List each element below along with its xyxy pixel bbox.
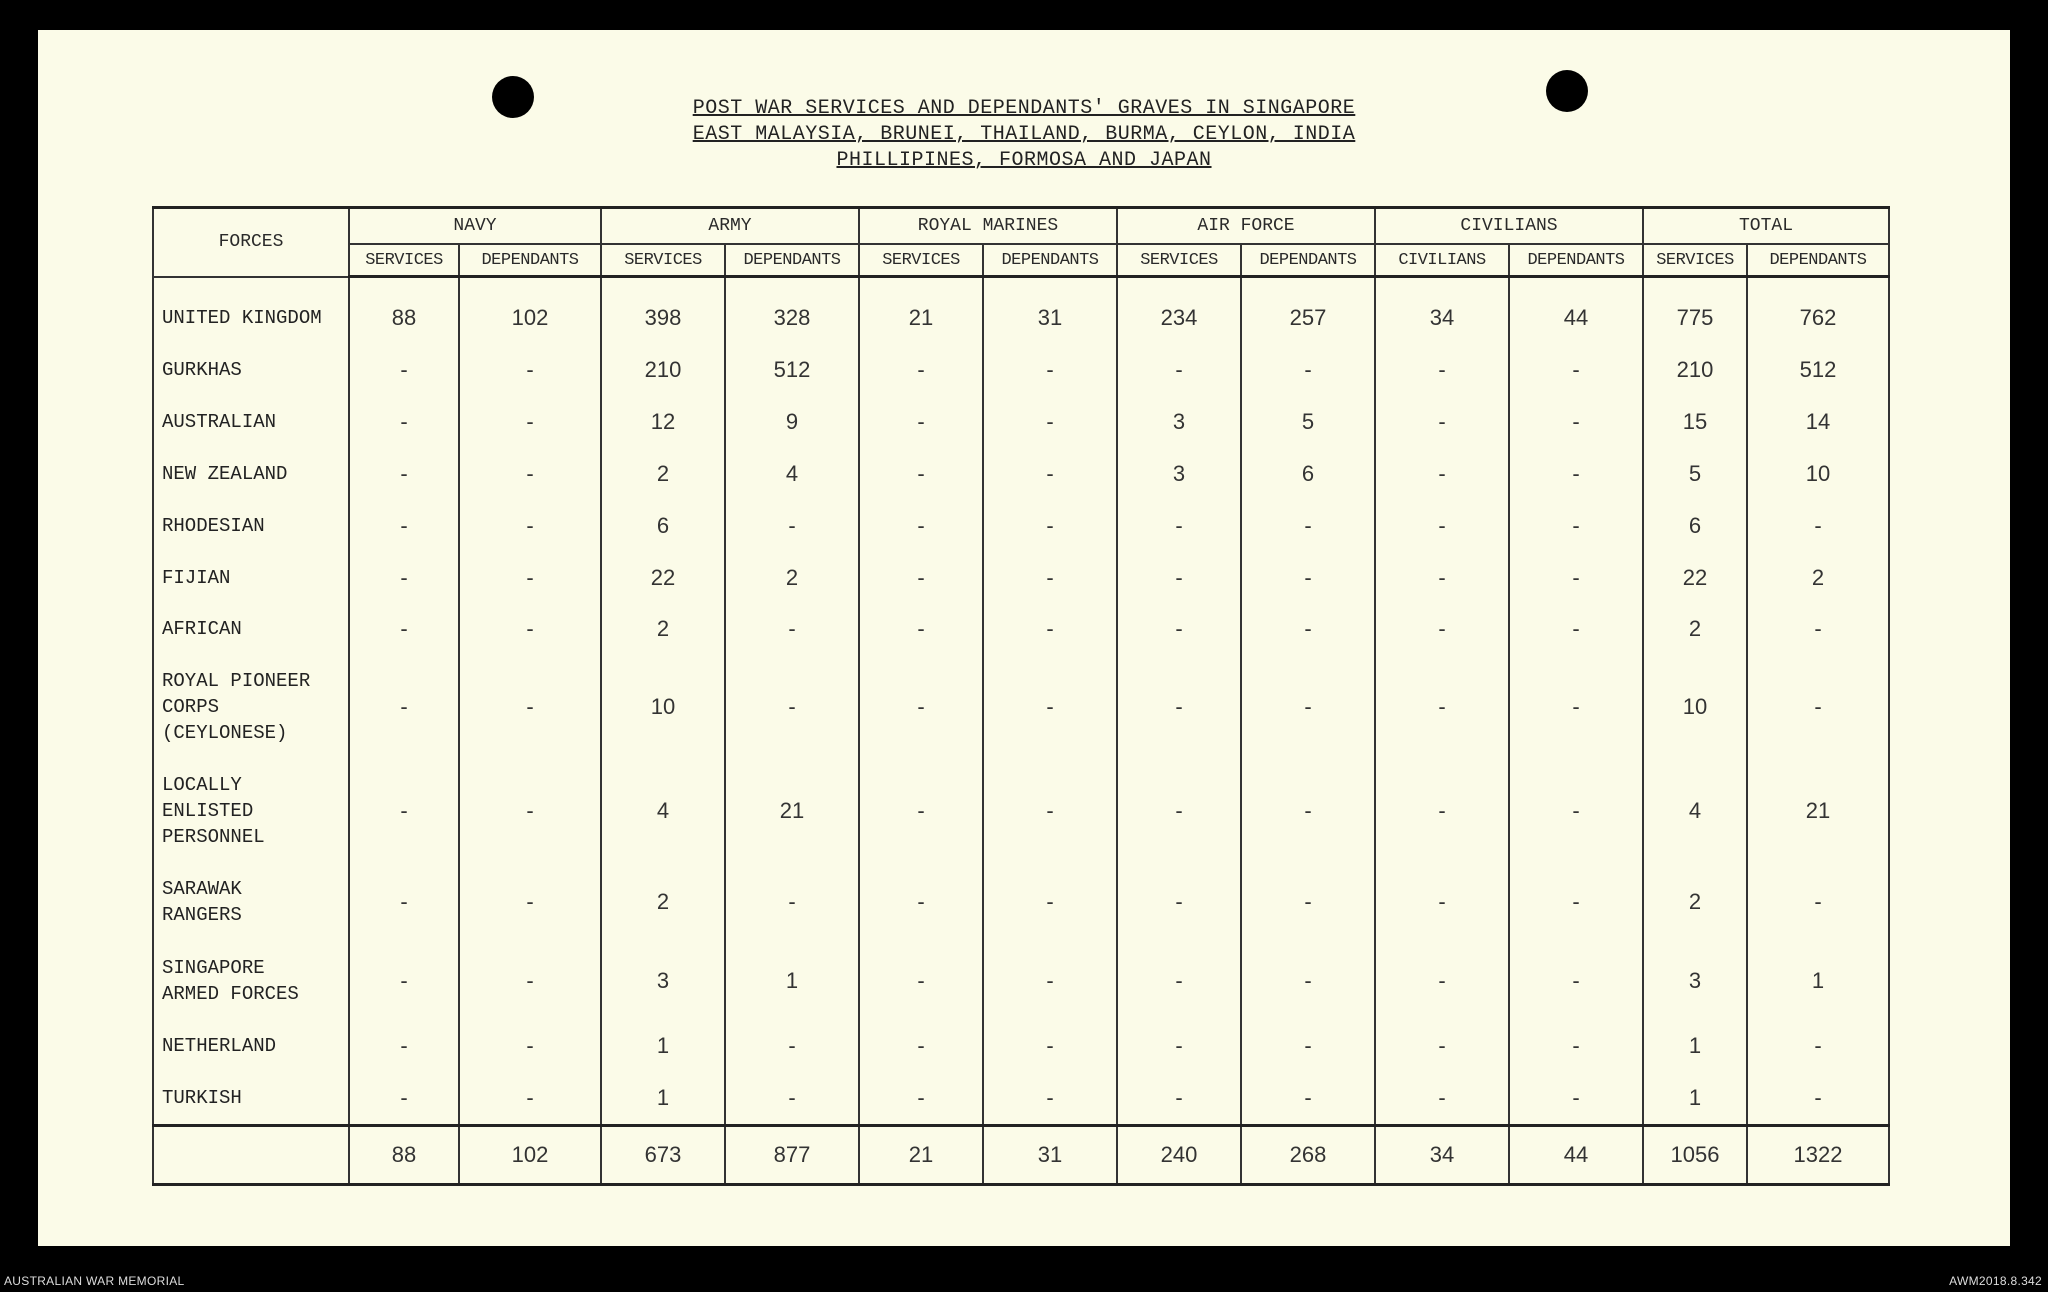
table-cell: - bbox=[983, 448, 1117, 500]
row-label-line: TURKISH bbox=[162, 1087, 242, 1110]
table-cell: 12 bbox=[601, 396, 725, 448]
table-row bbox=[153, 448, 1889, 500]
totals-row bbox=[153, 1126, 1889, 1185]
total-cell: 1056 bbox=[1643, 1126, 1747, 1185]
table-cell: - bbox=[459, 941, 601, 1020]
table-cell: 44 bbox=[1509, 293, 1643, 345]
table-cell: - bbox=[859, 941, 983, 1020]
group-header-navy: NAVY bbox=[349, 208, 601, 245]
table-cell: - bbox=[1375, 1072, 1509, 1125]
table-cell: 2 bbox=[1747, 552, 1889, 604]
table-cell: - bbox=[1117, 500, 1241, 552]
group-header-air-force: AIR FORCE bbox=[1117, 208, 1375, 245]
spacer-cell bbox=[1747, 277, 1889, 293]
row-label-line: SARAWAK bbox=[162, 878, 242, 901]
table-cell: 4 bbox=[1643, 759, 1747, 863]
title-line: POST WAR SERVICES AND DEPENDANTS' GRAVES IN SINGAPORE bbox=[692, 97, 1356, 120]
group-header-civilians: CIVILIANS bbox=[1375, 208, 1643, 245]
spacer-cell bbox=[349, 277, 459, 293]
table-cell: - bbox=[349, 396, 459, 448]
sub-header-cell: SERVICES bbox=[1117, 244, 1241, 277]
table-cell: 2 bbox=[601, 448, 725, 500]
table-cell: - bbox=[983, 604, 1117, 656]
table-cell: 9 bbox=[725, 396, 859, 448]
table-cell: 34 bbox=[1375, 293, 1509, 345]
table-cell: - bbox=[1509, 759, 1643, 863]
table-body bbox=[153, 277, 1889, 1126]
row-label-line: ENLISTED bbox=[162, 799, 254, 822]
table-cell: - bbox=[349, 500, 459, 552]
table-cell: - bbox=[459, 344, 601, 396]
total-cell: 1322 bbox=[1747, 1126, 1889, 1185]
row-label-line: AUSTRALIAN bbox=[162, 411, 277, 434]
table-cell: 22 bbox=[1643, 552, 1747, 604]
document-title bbox=[38, 96, 2010, 174]
table-cell: - bbox=[1747, 863, 1889, 942]
spacer-cell bbox=[1117, 277, 1241, 293]
table-cell: - bbox=[859, 552, 983, 604]
table-cell: - bbox=[349, 1072, 459, 1125]
watermark-left: AUSTRALIAN WAR MEMORIAL bbox=[4, 1274, 185, 1288]
table-cell: 1 bbox=[1643, 1072, 1747, 1125]
table-cell: 775 bbox=[1643, 293, 1747, 345]
table-row bbox=[153, 1072, 1889, 1125]
total-cell: 34 bbox=[1375, 1126, 1509, 1185]
spacer-cell bbox=[1241, 277, 1375, 293]
table-cell: - bbox=[349, 655, 459, 759]
row-label bbox=[153, 655, 349, 759]
table-cell: 21 bbox=[859, 293, 983, 345]
table-cell: 257 bbox=[1241, 293, 1375, 345]
sub-header-cell: DEPENDANTS bbox=[1509, 244, 1643, 277]
table-cell: - bbox=[983, 941, 1117, 1020]
table-cell: 4 bbox=[725, 448, 859, 500]
row-label bbox=[153, 759, 349, 863]
table-cell: - bbox=[1241, 1072, 1375, 1125]
table-cell: - bbox=[983, 759, 1117, 863]
spacer-cell bbox=[601, 277, 725, 293]
table-cell: 210 bbox=[1643, 344, 1747, 396]
table-row bbox=[153, 344, 1889, 396]
table-cell: - bbox=[1375, 552, 1509, 604]
table-cell: - bbox=[1509, 396, 1643, 448]
table-cell: - bbox=[1117, 863, 1241, 942]
sub-header-cell: CIVILIANS bbox=[1375, 244, 1509, 277]
watermark-right: AWM2018.8.342 bbox=[1949, 1274, 2042, 1288]
table-cell: 10 bbox=[1643, 655, 1747, 759]
table-cell: - bbox=[983, 344, 1117, 396]
sub-header-row bbox=[153, 244, 1889, 277]
row-label bbox=[153, 448, 349, 500]
totals-label-cell bbox=[153, 1126, 349, 1185]
table-cell: - bbox=[459, 448, 601, 500]
table-cell: - bbox=[349, 344, 459, 396]
total-cell: 673 bbox=[601, 1126, 725, 1185]
sub-header-cell: SERVICES bbox=[349, 244, 459, 277]
table-cell: - bbox=[1241, 500, 1375, 552]
table-cell: 2 bbox=[601, 604, 725, 656]
table-cell: - bbox=[349, 941, 459, 1020]
table-cell: - bbox=[1117, 1020, 1241, 1072]
table-cell: - bbox=[459, 759, 601, 863]
table-cell: - bbox=[983, 500, 1117, 552]
table-row bbox=[153, 759, 1889, 863]
table-cell: 1 bbox=[601, 1072, 725, 1125]
table-cell: 15 bbox=[1643, 396, 1747, 448]
table-cell: - bbox=[1117, 655, 1241, 759]
row-label bbox=[153, 552, 349, 604]
table-cell: 102 bbox=[459, 293, 601, 345]
table-cell: - bbox=[725, 655, 859, 759]
table-cell: - bbox=[983, 1020, 1117, 1072]
spacer-row bbox=[153, 277, 1889, 293]
table-cell: - bbox=[1375, 863, 1509, 942]
table-cell: - bbox=[1241, 604, 1375, 656]
row-label bbox=[153, 344, 349, 396]
table-cell: 3 bbox=[1643, 941, 1747, 1020]
table-cell: - bbox=[1117, 1072, 1241, 1125]
forces-header: FORCES bbox=[153, 208, 349, 277]
table-cell: - bbox=[1747, 655, 1889, 759]
row-label-line: LOCALLY bbox=[162, 773, 242, 796]
table-cell: - bbox=[983, 396, 1117, 448]
table-cell: - bbox=[1509, 500, 1643, 552]
table-cell: - bbox=[349, 759, 459, 863]
table-cell: - bbox=[1509, 1072, 1643, 1125]
table-row bbox=[153, 941, 1889, 1020]
sub-header-cell: DEPENDANTS bbox=[983, 244, 1117, 277]
table-cell: 512 bbox=[1747, 344, 1889, 396]
sub-header-cell: DEPENDANTS bbox=[725, 244, 859, 277]
group-header-army: ARMY bbox=[601, 208, 859, 245]
table-cell: 5 bbox=[1643, 448, 1747, 500]
table-cell: 10 bbox=[601, 655, 725, 759]
total-cell: 44 bbox=[1509, 1126, 1643, 1185]
table-cell: - bbox=[1117, 344, 1241, 396]
table-cell: 1 bbox=[1643, 1020, 1747, 1072]
table-cell: - bbox=[1509, 344, 1643, 396]
table-cell: - bbox=[859, 500, 983, 552]
table-cell: - bbox=[859, 1020, 983, 1072]
table-cell: - bbox=[1241, 863, 1375, 942]
table-cell: 3 bbox=[601, 941, 725, 1020]
table-cell: - bbox=[725, 1072, 859, 1125]
table-cell: - bbox=[1747, 500, 1889, 552]
spacer-cell bbox=[1509, 277, 1643, 293]
table-cell: - bbox=[859, 759, 983, 863]
table-cell: - bbox=[459, 1072, 601, 1125]
spacer-cell bbox=[1375, 277, 1509, 293]
table-row bbox=[153, 293, 1889, 345]
row-label-line: PERSONNEL bbox=[162, 825, 265, 848]
table-cell: - bbox=[1117, 604, 1241, 656]
row-label bbox=[153, 500, 349, 552]
table-cell: - bbox=[1375, 500, 1509, 552]
table-cell: - bbox=[725, 863, 859, 942]
spacer-cell bbox=[459, 277, 601, 293]
table-cell: - bbox=[459, 500, 601, 552]
row-label-line: CORPS bbox=[162, 696, 220, 719]
table-cell: - bbox=[1509, 604, 1643, 656]
row-label-line: SINGAPORE bbox=[162, 956, 265, 979]
table-cell: 4 bbox=[601, 759, 725, 863]
row-label-line: NETHERLAND bbox=[162, 1035, 277, 1058]
table-cell: 2 bbox=[725, 552, 859, 604]
total-cell: 31 bbox=[983, 1126, 1117, 1185]
table-cell: - bbox=[1375, 941, 1509, 1020]
table-cell: 88 bbox=[349, 293, 459, 345]
table-row bbox=[153, 1020, 1889, 1072]
row-label bbox=[153, 1020, 349, 1072]
table-cell: 398 bbox=[601, 293, 725, 345]
table-cell: - bbox=[459, 655, 601, 759]
table-cell: - bbox=[1747, 604, 1889, 656]
table-cell: - bbox=[1509, 1020, 1643, 1072]
total-cell: 102 bbox=[459, 1126, 601, 1185]
table-cell: - bbox=[1747, 1072, 1889, 1125]
total-cell: 240 bbox=[1117, 1126, 1241, 1185]
row-label bbox=[153, 1072, 349, 1125]
row-label-line: NEW ZEALAND bbox=[162, 462, 288, 485]
total-cell: 877 bbox=[725, 1126, 859, 1185]
title-line: EAST MALAYSIA, BRUNEI, THAILAND, BURMA, CEYLON, INDIA bbox=[692, 123, 1356, 146]
table-cell: 31 bbox=[983, 293, 1117, 345]
row-label-line: ROYAL PIONEER bbox=[162, 670, 311, 693]
table-cell: 328 bbox=[725, 293, 859, 345]
table-cell: - bbox=[1375, 448, 1509, 500]
table-cell: 1 bbox=[725, 941, 859, 1020]
row-label bbox=[153, 604, 349, 656]
table-cell: 14 bbox=[1747, 396, 1889, 448]
table-cell: - bbox=[983, 552, 1117, 604]
table-cell: - bbox=[1375, 655, 1509, 759]
table-cell: 2 bbox=[1643, 863, 1747, 942]
table-cell: - bbox=[1509, 863, 1643, 942]
table-cell: 3 bbox=[1117, 396, 1241, 448]
table-cell: 6 bbox=[601, 500, 725, 552]
table-cell: - bbox=[1375, 344, 1509, 396]
table-cell: - bbox=[459, 552, 601, 604]
sub-header-cell: SERVICES bbox=[859, 244, 983, 277]
row-label-line: (CEYLONESE) bbox=[162, 722, 288, 745]
table-cell: - bbox=[1509, 655, 1643, 759]
title-line: PHILLIPINES, FORMOSA AND JAPAN bbox=[836, 149, 1212, 172]
table-cell: - bbox=[1241, 1020, 1375, 1072]
sub-header-cell: DEPENDANTS bbox=[1241, 244, 1375, 277]
table-cell: - bbox=[1241, 759, 1375, 863]
table-cell: - bbox=[859, 448, 983, 500]
table-row bbox=[153, 552, 1889, 604]
graves-table bbox=[152, 206, 1890, 1186]
table-cell: - bbox=[459, 1020, 601, 1072]
table-cell: - bbox=[349, 448, 459, 500]
table-cell: - bbox=[459, 396, 601, 448]
row-label-line: RANGERS bbox=[162, 904, 242, 927]
table-cell: - bbox=[859, 344, 983, 396]
row-label bbox=[153, 863, 349, 942]
table-cell: 22 bbox=[601, 552, 725, 604]
table-cell: 210 bbox=[601, 344, 725, 396]
table-cell: - bbox=[1117, 759, 1241, 863]
table-cell: 6 bbox=[1643, 500, 1747, 552]
table-row bbox=[153, 500, 1889, 552]
row-label-line: UNITED KINGDOM bbox=[162, 307, 322, 330]
table-cell: - bbox=[1747, 1020, 1889, 1072]
table-cell: 234 bbox=[1117, 293, 1241, 345]
table-cell: - bbox=[1509, 941, 1643, 1020]
table-cell: 10 bbox=[1747, 448, 1889, 500]
sub-header-cell: SERVICES bbox=[1643, 244, 1747, 277]
table-cell: - bbox=[983, 863, 1117, 942]
table-row bbox=[153, 604, 1889, 656]
document-sheet bbox=[38, 30, 2010, 1246]
table-cell: - bbox=[1117, 941, 1241, 1020]
table-cell: - bbox=[459, 863, 601, 942]
total-cell: 21 bbox=[859, 1126, 983, 1185]
table-cell: - bbox=[1241, 552, 1375, 604]
spacer-cell bbox=[725, 277, 859, 293]
table-cell: - bbox=[859, 863, 983, 942]
spacer-cell bbox=[983, 277, 1117, 293]
row-label-line: AFRICAN bbox=[162, 618, 242, 641]
table-cell: 6 bbox=[1241, 448, 1375, 500]
table-row bbox=[153, 655, 1889, 759]
spacer-cell bbox=[1643, 277, 1747, 293]
sub-header-cell: DEPENDANTS bbox=[459, 244, 601, 277]
table-cell: - bbox=[725, 604, 859, 656]
table-cell: 762 bbox=[1747, 293, 1889, 345]
table-cell: - bbox=[1241, 655, 1375, 759]
row-label-line: RHODESIAN bbox=[162, 514, 265, 537]
table-cell: 512 bbox=[725, 344, 859, 396]
table-cell: - bbox=[1509, 448, 1643, 500]
table-cell: 1 bbox=[1747, 941, 1889, 1020]
total-cell: 88 bbox=[349, 1126, 459, 1185]
table-cell: - bbox=[1375, 1020, 1509, 1072]
table-row bbox=[153, 863, 1889, 942]
table-cell: 21 bbox=[725, 759, 859, 863]
group-header-total: TOTAL bbox=[1643, 208, 1889, 245]
table-cell: - bbox=[1375, 759, 1509, 863]
table-cell: - bbox=[459, 604, 601, 656]
table-cell: - bbox=[1241, 344, 1375, 396]
table-cell: - bbox=[859, 1072, 983, 1125]
table-cell: - bbox=[349, 863, 459, 942]
table-cell: - bbox=[349, 1020, 459, 1072]
table-cell: - bbox=[1375, 604, 1509, 656]
table-cell: - bbox=[1375, 396, 1509, 448]
row-label-line: FIJIAN bbox=[162, 566, 231, 589]
sub-header-cell: DEPENDANTS bbox=[1747, 244, 1889, 277]
row-label-line: GURKHAS bbox=[162, 359, 242, 382]
table-cell: - bbox=[725, 500, 859, 552]
table-cell: - bbox=[983, 655, 1117, 759]
table-cell: 21 bbox=[1747, 759, 1889, 863]
spacer-cell bbox=[153, 277, 349, 293]
table-cell: - bbox=[859, 604, 983, 656]
group-header-royal-marines: ROYAL MARINES bbox=[859, 208, 1117, 245]
table-cell: - bbox=[859, 655, 983, 759]
row-label-line: ARMED FORCES bbox=[162, 982, 299, 1005]
table-cell: 2 bbox=[1643, 604, 1747, 656]
table-cell: - bbox=[859, 396, 983, 448]
table-cell: - bbox=[1509, 552, 1643, 604]
row-label bbox=[153, 941, 349, 1020]
sub-header-cell: SERVICES bbox=[601, 244, 725, 277]
row-label bbox=[153, 396, 349, 448]
table-cell: - bbox=[1117, 552, 1241, 604]
table-cell: - bbox=[725, 1020, 859, 1072]
table-cell: 3 bbox=[1117, 448, 1241, 500]
table-cell: 1 bbox=[601, 1020, 725, 1072]
table-cell: 5 bbox=[1241, 396, 1375, 448]
table-cell: - bbox=[349, 552, 459, 604]
table-cell: - bbox=[1241, 941, 1375, 1020]
table-row bbox=[153, 396, 1889, 448]
table-cell: 2 bbox=[601, 863, 725, 942]
spacer-cell bbox=[859, 277, 983, 293]
total-cell: 268 bbox=[1241, 1126, 1375, 1185]
table-cell: - bbox=[349, 604, 459, 656]
table-cell: - bbox=[983, 1072, 1117, 1125]
row-label bbox=[153, 293, 349, 345]
